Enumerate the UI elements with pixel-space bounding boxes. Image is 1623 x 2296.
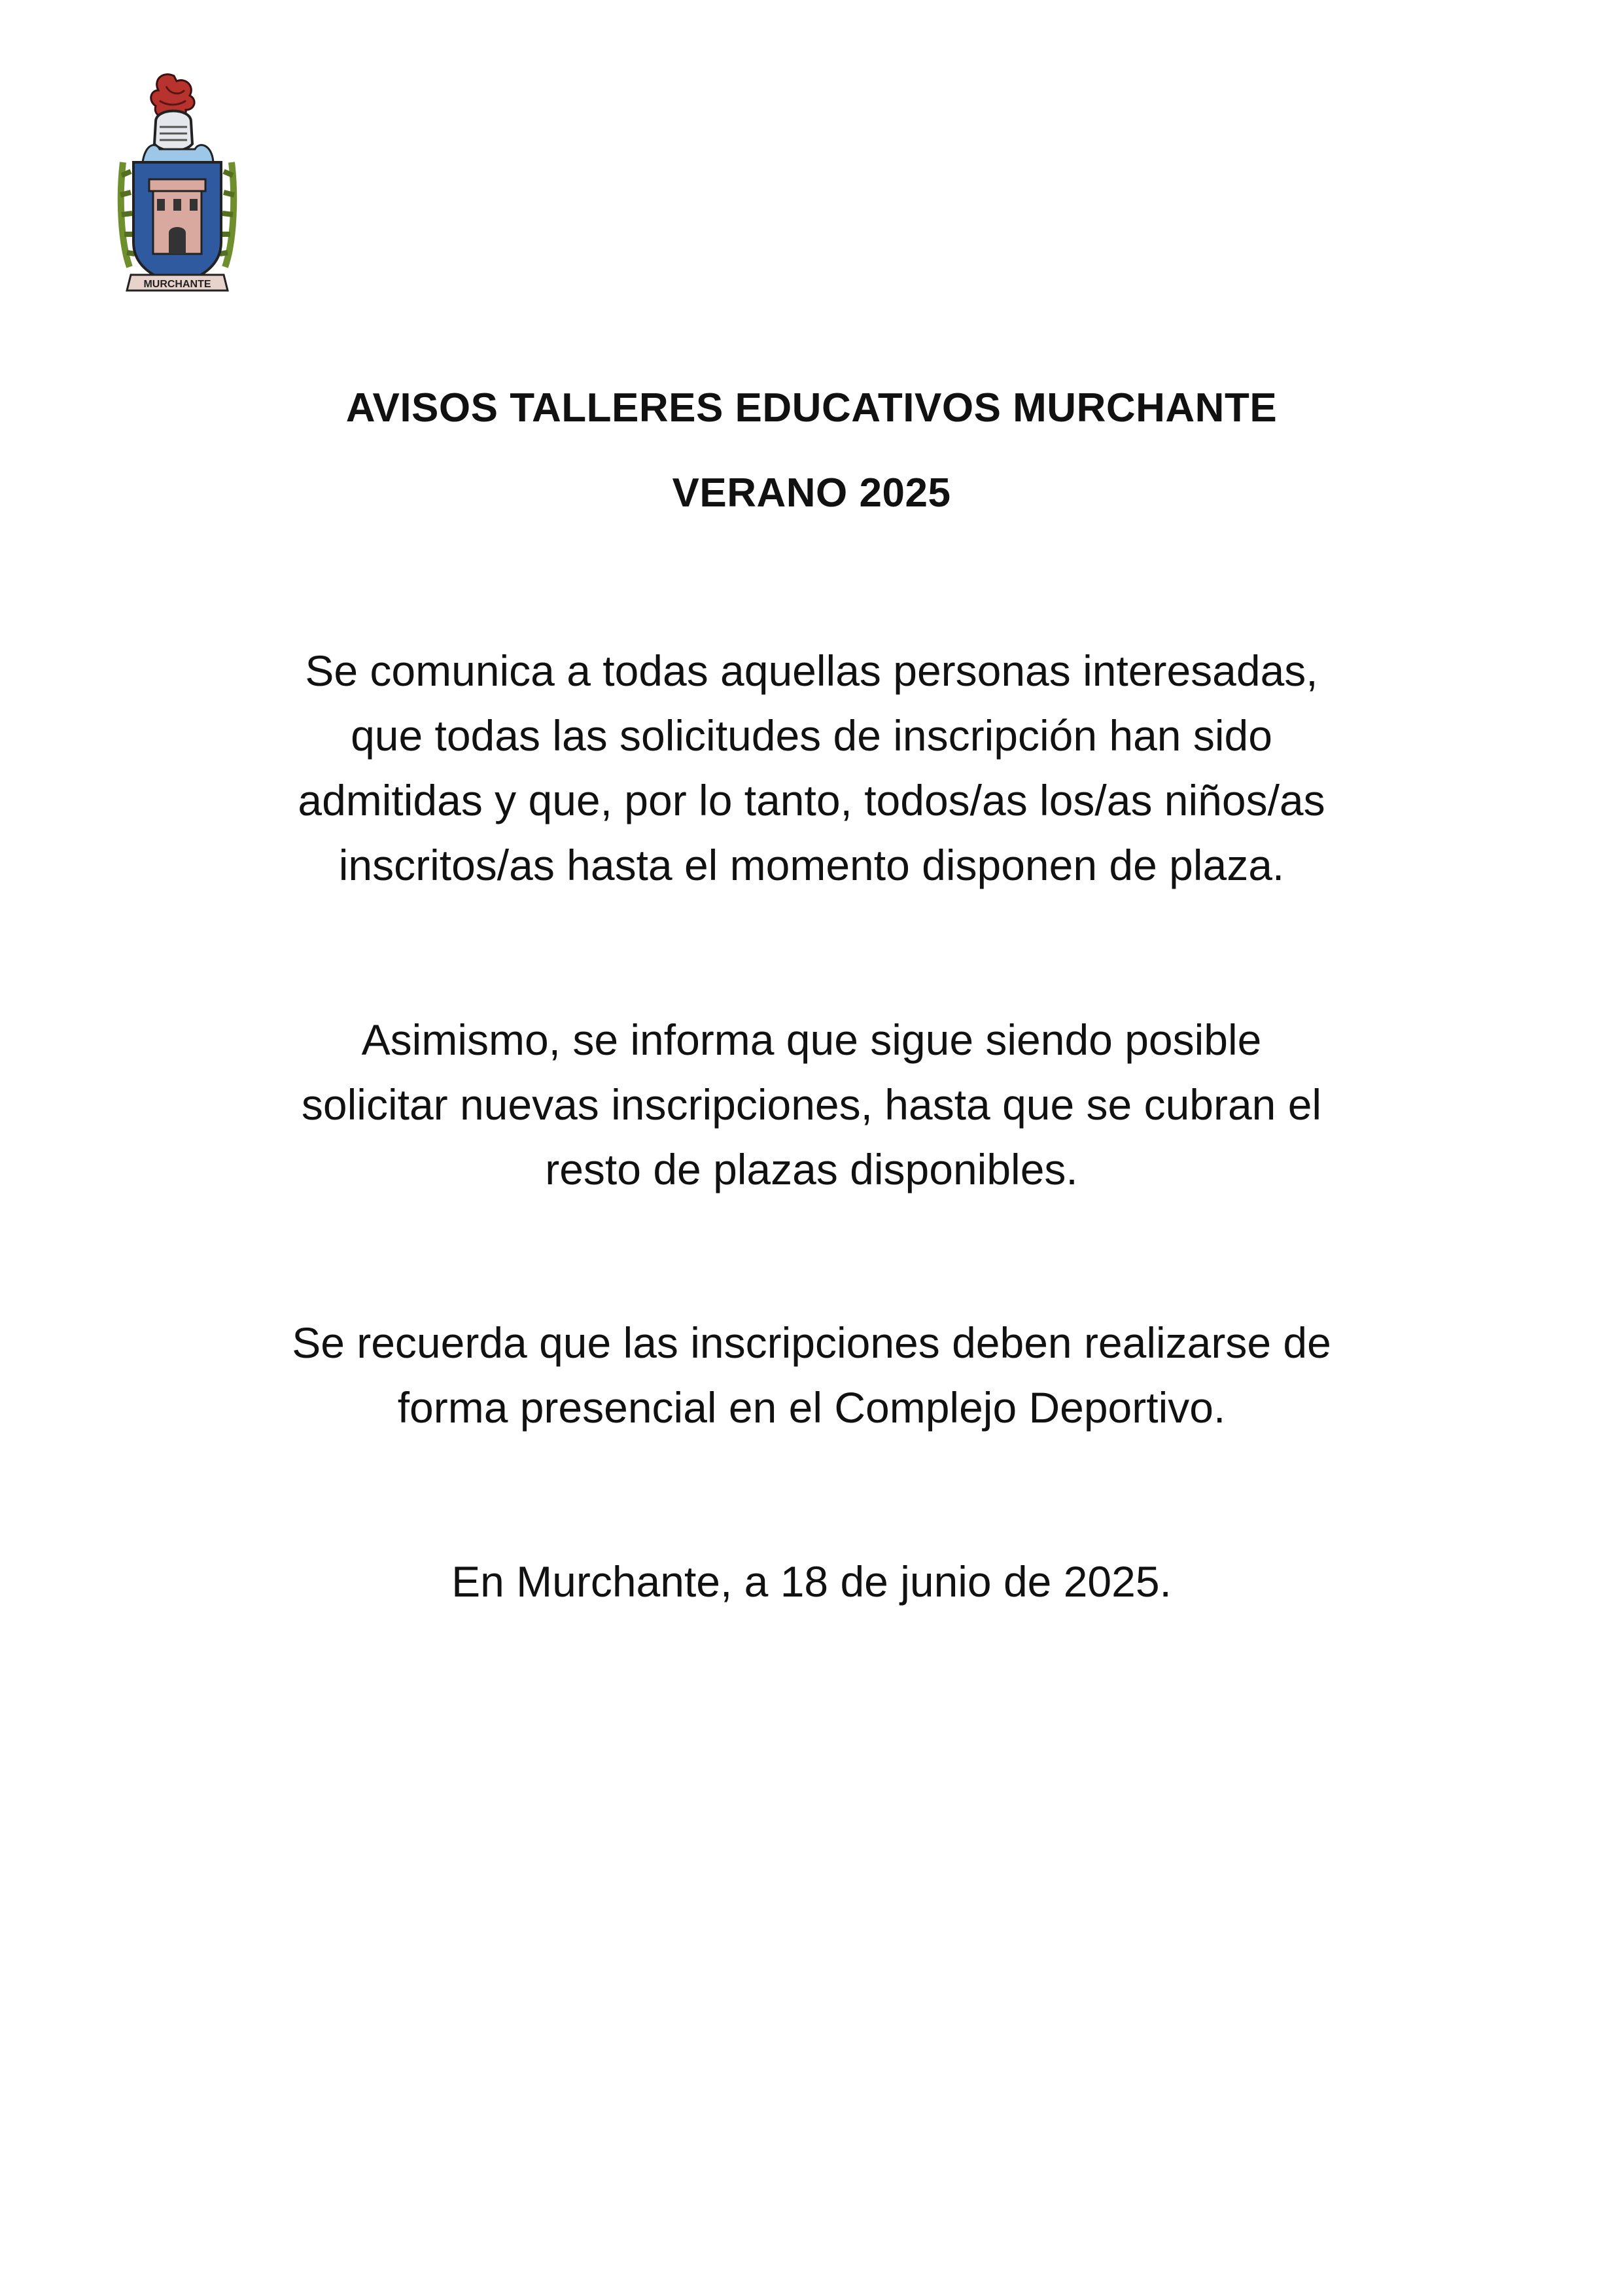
paragraph-line: Asimismo, se informa que sigue siendo posible [361, 1016, 1262, 1064]
paragraph-line: Se comunica a todas aquellas personas interesadas, [305, 646, 1318, 695]
date-place-line [0, 1549, 1623, 1614]
paragraph-line: que todas las solicitudes de inscripción han sido [351, 711, 1272, 760]
paragraph-line: En Murchante, a 18 de junio de 2025. [451, 1557, 1172, 1606]
paragraph-admission-notice [0, 639, 1623, 898]
crest-label: MURCHANTE [143, 279, 211, 290]
paragraph-line: resto de plazas disponibles. [545, 1145, 1078, 1193]
document-title: AVISOS TALLERES EDUCATIVOS MURCHANTE [345, 385, 1278, 431]
paragraph-line: admitidas y que, por lo tanto, todos/as los/as niños/as [298, 776, 1325, 824]
paragraph-line: solicitar nuevas inscripciones, hasta que se cubran el [301, 1080, 1322, 1129]
paragraph-line: Se recuerda que las inscripciones deben realizarse de [292, 1318, 1331, 1367]
document-subtitle: VERANO 2025 [672, 470, 951, 516]
coat-of-arms-icon [116, 71, 238, 300]
paragraph-new-registrations [0, 1008, 1623, 1202]
paragraph-line: inscritos/as hasta el momento disponen de plaza. [338, 841, 1285, 889]
paragraph-in-person-reminder [0, 1311, 1623, 1440]
paragraph-line: forma presencial en el Complejo Deportivo. [397, 1383, 1226, 1432]
